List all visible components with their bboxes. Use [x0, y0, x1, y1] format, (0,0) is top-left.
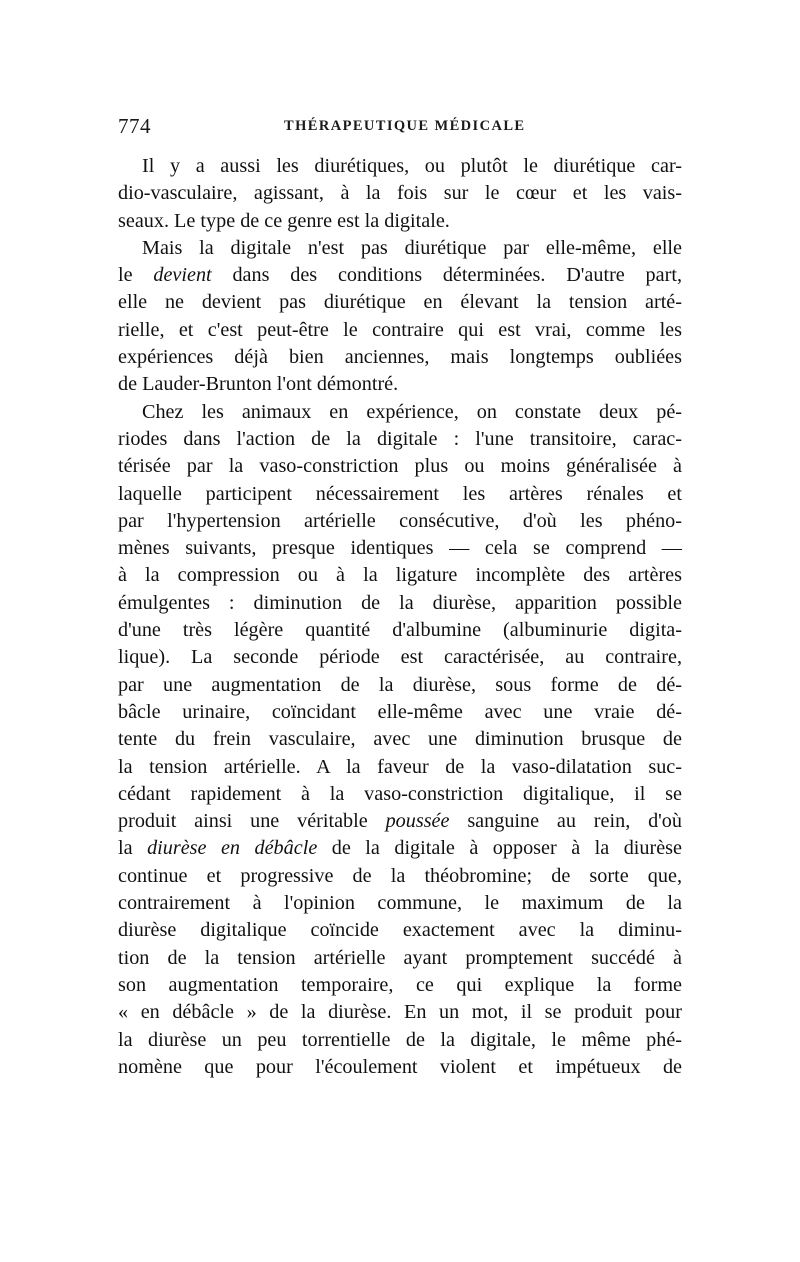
- text-run: dio-vasculaire, agissant, à la fois sur le cœur et les vais-: [118, 182, 682, 205]
- text-run: bâcle urinaire, coïncidant elle-même avec une vraie dé-: [118, 700, 682, 723]
- text-run: son augmentation temporaire, ce qui explique la forme: [118, 973, 682, 996]
- text-line: [118, 562, 682, 589]
- italic-text: diurèse en débâcle: [147, 837, 318, 860]
- text-run: lique). La seconde période est caractérisée, au contraire,: [118, 646, 682, 669]
- italic-text: poussée: [385, 810, 450, 833]
- text-line: [118, 262, 682, 289]
- page-number: 774: [118, 114, 151, 138]
- text-line: [118, 590, 682, 617]
- text-run: tion de la tension artérielle ayant promptement succédé à: [118, 946, 682, 969]
- text-line: [118, 644, 682, 671]
- text-line: [118, 453, 682, 480]
- body-text: [118, 153, 682, 1081]
- text-run: de la digitale à opposer à la diurèse: [317, 837, 682, 860]
- text-line: [118, 999, 682, 1026]
- text-run: Mais la digitale n'est pas diurétique par elle-même, elle: [142, 236, 682, 259]
- text-line: [118, 617, 682, 644]
- text-line: [118, 289, 682, 316]
- text-line: [118, 726, 682, 753]
- text-run: la: [118, 837, 148, 860]
- text-run: térisée par la vaso-constriction plus ou moins généralisée à: [118, 455, 682, 478]
- paragraph: [118, 153, 682, 235]
- text-line: [118, 481, 682, 508]
- text-run: à la compression ou à la ligature incomplète des artères: [118, 564, 682, 587]
- text-run: nomène que pour l'écoulement violent et impétueux de: [118, 1055, 682, 1078]
- text-line: [118, 972, 682, 999]
- text-line: [118, 317, 682, 344]
- text-run: de Lauder-Brunton l'ont démontré.: [118, 373, 399, 396]
- text-run: mènes suivants, presque identiques — cela se comprend —: [118, 537, 682, 560]
- text-line: [118, 808, 682, 835]
- text-run: par une augmentation de la diurèse, sous forme de dé-: [118, 673, 682, 696]
- text-run: Chez les animaux en expérience, on constate deux pé-: [142, 400, 682, 423]
- text-run: dans des conditions déterminées. D'autre part,: [211, 264, 682, 287]
- paragraph: [118, 235, 682, 399]
- text-line: [118, 371, 682, 398]
- text-line: [118, 535, 682, 562]
- text-line: [118, 890, 682, 917]
- page-header: [118, 114, 682, 144]
- text-line: [118, 863, 682, 890]
- text-line: [118, 781, 682, 808]
- text-line: [118, 508, 682, 535]
- text-run: « en débâcle » de la diurèse. En un mot, il se produit pour: [118, 1001, 682, 1024]
- text-run: laquelle participent nécessairement les artères rénales et: [118, 482, 682, 505]
- text-run: par l'hypertension artérielle consécutive, d'où les phéno-: [118, 509, 682, 532]
- text-line: [118, 917, 682, 944]
- text-run: contrairement à l'opinion commune, le maximum de la: [118, 892, 682, 915]
- text-line: [118, 699, 682, 726]
- text-line: [118, 235, 682, 262]
- text-run: Il y a aussi les diurétiques, ou plutôt le diurétique car-: [142, 155, 682, 177]
- text-run: la diurèse un peu torrentielle de la digitale, le même phé-: [118, 1028, 682, 1051]
- text-run: d'une très légère quantité d'albumine (albuminurie digita-: [118, 619, 682, 642]
- italic-text: devient: [153, 264, 212, 287]
- text-run: expériences déjà bien anciennes, mais longtemps oubliées: [118, 346, 682, 369]
- text-line: [118, 754, 682, 781]
- text-line: [118, 426, 682, 453]
- text-line: [118, 153, 682, 180]
- text-run: le: [118, 264, 154, 287]
- text-line: [118, 180, 682, 207]
- text-line: [118, 1054, 682, 1081]
- text-line: [118, 1027, 682, 1054]
- text-run: continue et progressive de la théobromine; de sorte que,: [118, 864, 682, 887]
- text-run: la tension artérielle. A la faveur de la vaso-dilatation suc-: [118, 755, 682, 778]
- text-run: riodes dans l'action de la digitale : l'une transitoire, carac-: [118, 427, 682, 450]
- running-title: THÉRAPEUTIQUE MÉDICALE: [284, 118, 526, 134]
- text-line: [118, 399, 682, 426]
- text-line: [118, 945, 682, 972]
- text-run: diurèse digitalique coïncide exactement avec la diminu-: [118, 919, 682, 942]
- text-run: produit ainsi une véritable: [118, 810, 386, 833]
- text-run: seaux. Le type de ce genre est la digitale.: [118, 209, 450, 232]
- text-run: sanguine au rein, d'où: [449, 810, 682, 833]
- text-line: [118, 344, 682, 371]
- text-run: elle ne devient pas diurétique en élevant la tension arté-: [118, 291, 682, 314]
- text-run: cédant rapidement à la vaso-constriction digitalique, il se: [118, 782, 682, 805]
- text-run: rielle, et c'est peut-être le contraire qui est vrai, comme les: [118, 318, 682, 341]
- text-run: émulgentes : diminution de la diurèse, apparition possible: [118, 591, 682, 614]
- text-run: tente du frein vasculaire, avec une diminution brusque de: [118, 728, 682, 751]
- paragraph: [118, 399, 682, 1081]
- text-line: [118, 672, 682, 699]
- text-line: [118, 835, 682, 862]
- text-line: [118, 208, 682, 235]
